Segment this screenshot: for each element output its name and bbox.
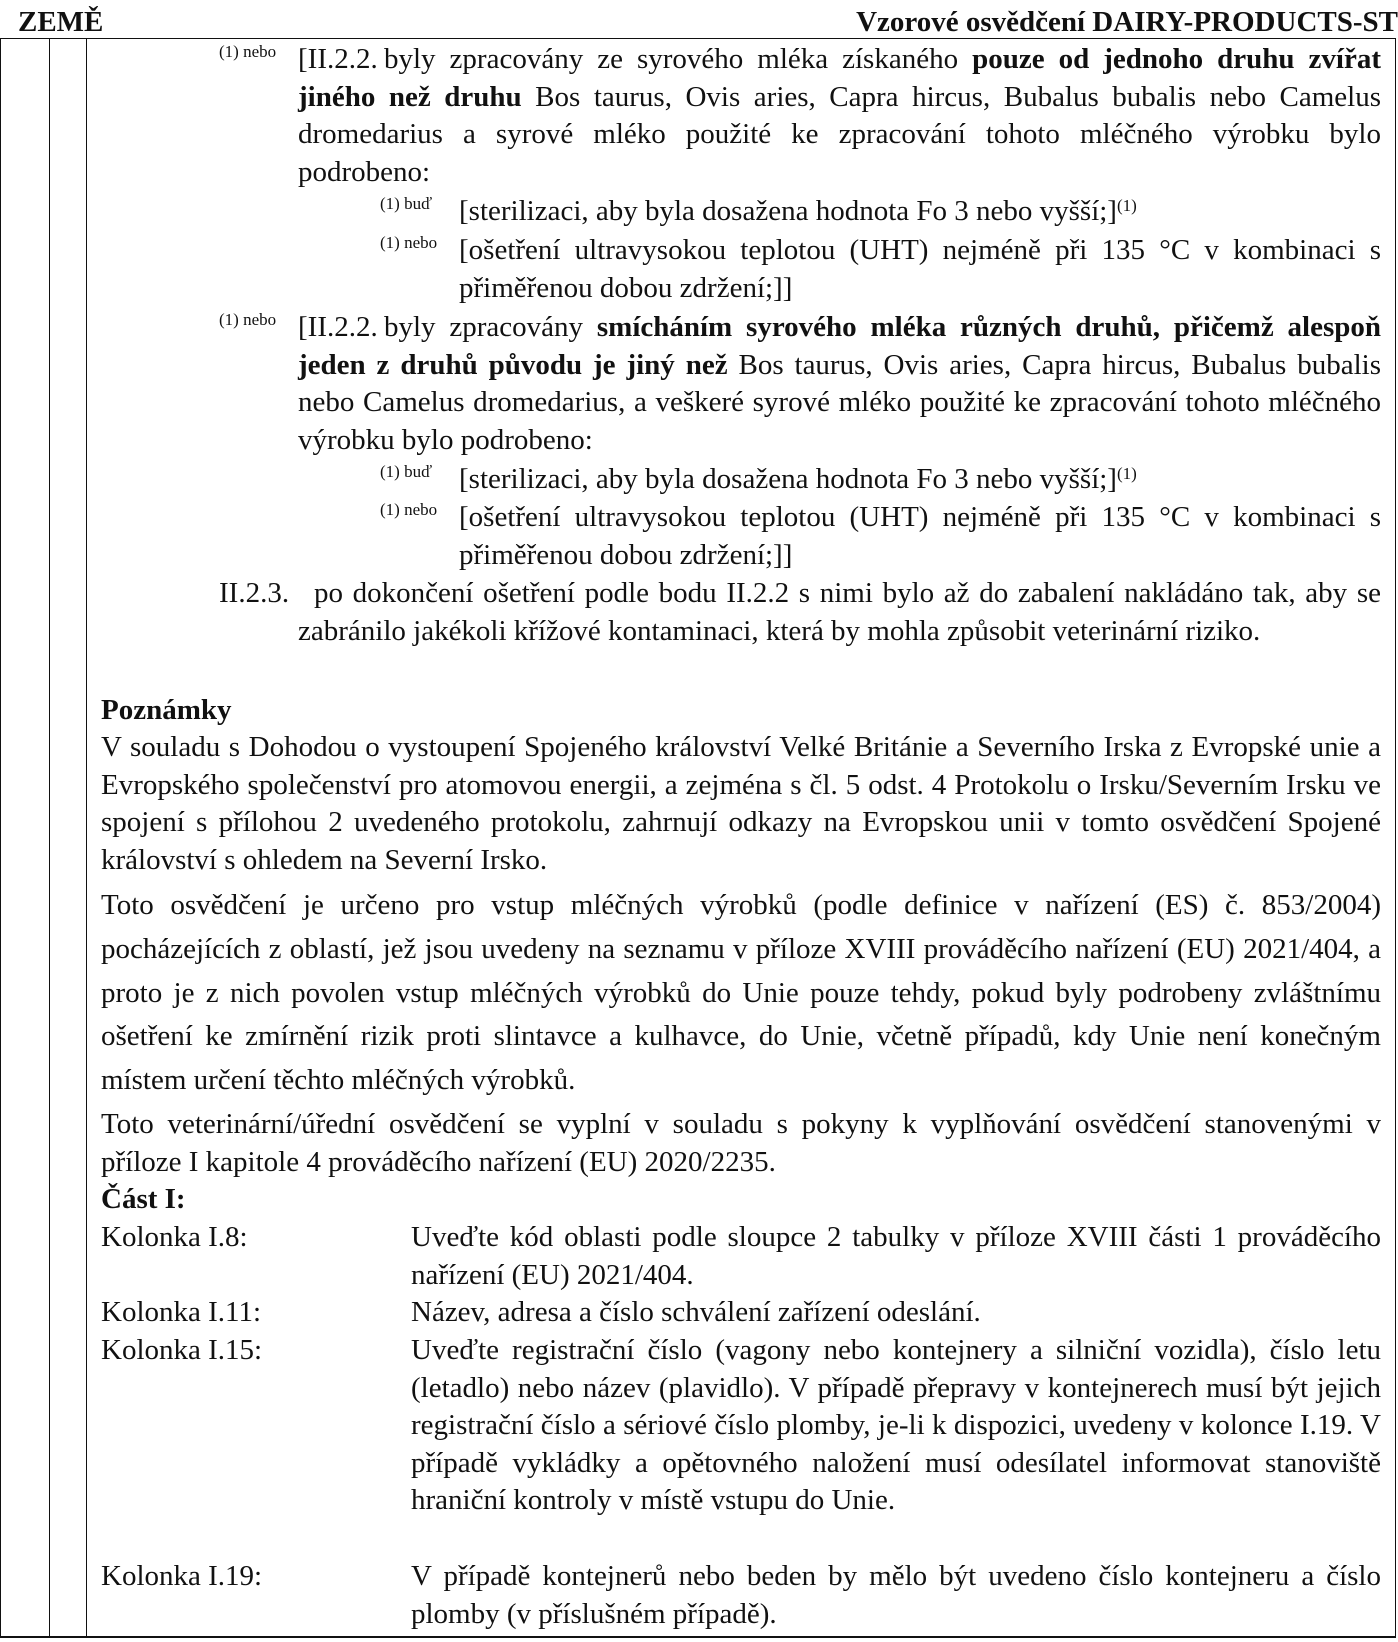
part1-title: Část I: [101,1183,186,1215]
sec2-opt2-prefix: (1) nebo [380,500,438,519]
column-divider-1 [49,38,50,1638]
sec1-code: [II.2.2. [298,43,378,75]
sec1-opt1: [sterilizaci, aby byla dosažena hodnota Fo 3 nebo vyšší;]$^{(1)}$ [459,195,1137,227]
sec1-opt2: [ošetření ultravysokou teplotou (UHT) nejméně při 135 °C v kombinaci s přiměřenou dobou zdržení;]] [459,234,1381,304]
sec2-prefix: (1) nebo [219,310,277,329]
certificate-title: Vzorové osvědčení DAIRY-PRODUCTS-ST [856,6,1398,38]
part1-row-3-label: Kolonka I.15: [101,1334,263,1366]
part1-row-1-text: Uveďte kód oblasti podle sloupce 2 tabulky v příloze XVIII části 1 prováděcího nařízení (EU) 2021/404. [411,1221,1381,1291]
notes-paragraph-2: Toto osvědčení je určeno pro vstup mléčných výrobků (podle definice v nařízení (ES) č. 853/2004) pocházejících z oblastí, jež jsou uvedeny na seznamu v příloze XVIII prováděcího nařízení (EU) 2021/404, a proto je z nich povolen vstup mléčných výrobků do Unie pouze tehdy, pokud byly podrobeny zvláštnímu ošetření ke zmírnění rizik proti slintavce a kulhavce, do Unie, včetně případů, kdy Unie není konečným místem určení těchto mléčných výrobků. [101,889,1381,1097]
part1-row-2-text: Název, adresa a číslo schválení zařízení odeslání. [411,1296,981,1328]
page-header [0,4,1398,42]
sec3-code: II.2.3. [219,577,290,609]
notes-paragraph-1: V souladu s Dohodou o vystoupení Spojeného království Velké Británie a Severního Irska z Evropské unie a Evropského společenství pro atomovou energii, a zejména s čl. 5 odst. 4 Protokolu o Irsku/Severním Irsku ve spojení s přílohou 2 uvedeného protokolu, zahrnují odkazy na Evropskou unii v tomto osvědčení Spojené království s ohledem na Severní Irsko. [101,731,1381,876]
notes-title: Poznámky [101,694,232,726]
sec2-paragraph: byly zpracovány smícháním syrového mléka různých druhů, přičemž alespoň jeden z druhů původu je jiný než Bos taurus, Ovis aries, Capra hircus, Bubalus bubalis nebo Camelus dromedarius, a veškeré syrové mléko použité ke zpracování tohoto mléčného výrobku bylo podrobeno: [298,311,1381,456]
sec2-opt1-prefix: (1) buď [380,462,433,481]
sec1-opt1-prefix: (1) buď [380,194,433,213]
part1-row-4-text: V případě kontejnerů nebo beden by mělo být uvedeno číslo kontejneru a číslo plomby (v příslušném případě). [411,1560,1381,1630]
column-divider-2 [86,38,87,1638]
notes-paragraph-3: Toto veterinární/úřední osvědčení se vyplní v souladu s pokyny k vyplňování osvědčení stanovenými v příloze I kapitole 4 prováděcího nařízení (EU) 2020/2235. [101,1108,1381,1178]
part1-row-2-label: Kolonka I.11: [101,1296,262,1328]
sec2-code: [II.2.2. [298,311,378,343]
sec1-paragraph: byly zpracovány ze syrového mléka získaného pouze od jednoho druhu zvířat jiného než druhu Bos taurus, Ovis aries, Capra hircus, Bubalus bubalis nebo Camelus dromedarius a syrové mléko použité ke zpracování tohoto mléčného výrobku bylo podrobeno: [298,43,1381,188]
sec3-paragraph: po dokončení ošetření podle bodu II.2.2 s nimi bylo až do zabalení nakládáno tak, aby se zabránilo jakékoli křížové kontaminaci, která by mohla způsobit veterinární riziko. [298,577,1381,647]
sec1-prefix: (1) nebo [219,42,277,61]
sec2-opt2: [ošetření ultravysokou teplotou (UHT) nejméně při 135 °C v kombinaci s přiměřenou dobou zdržení;]] [459,501,1381,571]
sec2-opt1: [sterilizaci, aby byla dosažena hodnota Fo 3 nebo vyšší;]$^{(1)}$ [459,463,1137,495]
part1-row-3-text: Uveďte registrační číslo (vagony nebo kontejnery a silniční vozidla), číslo letu (letadlo) nebo název (plavidlo). V případě přepravy v kontejnerech musí být jejich registrační číslo a sériové číslo plomby, je-li k dispozici, uvedeny v kolonce I.19. V případě vykládky a opětovného naložení musí odesílatel informovat stanoviště hraniční kontroly v místě vstupu do Unie. [411,1334,1381,1517]
part1-row-4-label: Kolonka I.19: [101,1560,263,1592]
country-label: ZEMĚ [18,6,104,38]
sec1-opt2-prefix: (1) nebo [380,233,438,252]
part1-row-1-label: Kolonka I.8: [101,1221,248,1253]
